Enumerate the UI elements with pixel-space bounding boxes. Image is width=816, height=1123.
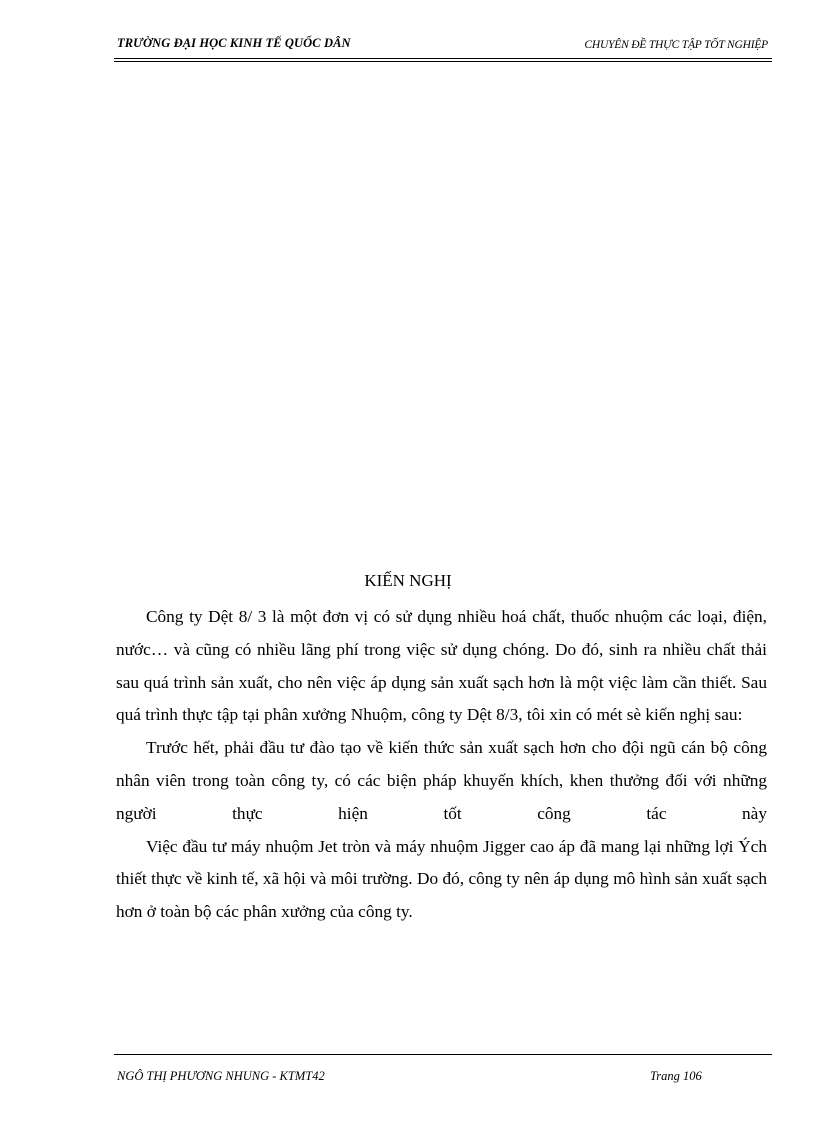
- footer-author: NGÔ THỊ PHƯƠNG NHUNG - KTMT42: [117, 1069, 325, 1083]
- header-rule-top: [114, 58, 772, 59]
- footer-rule: [114, 1054, 772, 1055]
- header-document-type: CHUYÊN ĐỀ THỰC TẬP TỐT NGHIỆP: [584, 39, 768, 51]
- paragraph-2: Trước hết, phải đầu tư đào tạo về kiến thức sản xuất sạch hơn cho đội ngũ cán bộ công nhân viên trong toàn công ty, có các biện pháp khuyến khích, khen thưởng đối với những người thực hiện tốt công tác này: [116, 738, 767, 823]
- paragraph-1: Công ty Dệt 8/ 3 là một đơn vị có sử dụng nhiều hoá chất, thuốc nhuộm các loại, điện, nước… và cũng có nhiều lãng phí trong việc sử dụng chóng. Do đó, sinh ra nhiều chất thải sau quá trình sản xuất, cho nên việc áp dụng sản xuất sạch hơn là một việc làm cần thiết. Sau quá trình thực tập tại phân xưởng Nhuộm, công ty Dệt 8/3, tôi xin có mét sè kiến nghị sau:: [116, 607, 767, 725]
- header-rule-bottom: [114, 61, 772, 62]
- header-university: TRƯỜNG ĐẠI HỌC KINH TẾ QUỐC DÂN: [117, 36, 351, 50]
- footer-page-number: Trang 106: [650, 1069, 702, 1083]
- section-title: KIẾN NGHỊ: [364, 571, 452, 590]
- body-text: [116, 601, 767, 929]
- paragraph-3: Việc đầu tư máy nhuộm Jet tròn và máy nhuộm Jigger cao áp đã mang lại những lợi Ých thiết thực về kinh tế, xã hội và môi trường. Do đó, công ty nên áp dụng mô hình sản xuất sạch hơn ở toàn bộ các phân xưởng của công ty.: [116, 836, 767, 922]
